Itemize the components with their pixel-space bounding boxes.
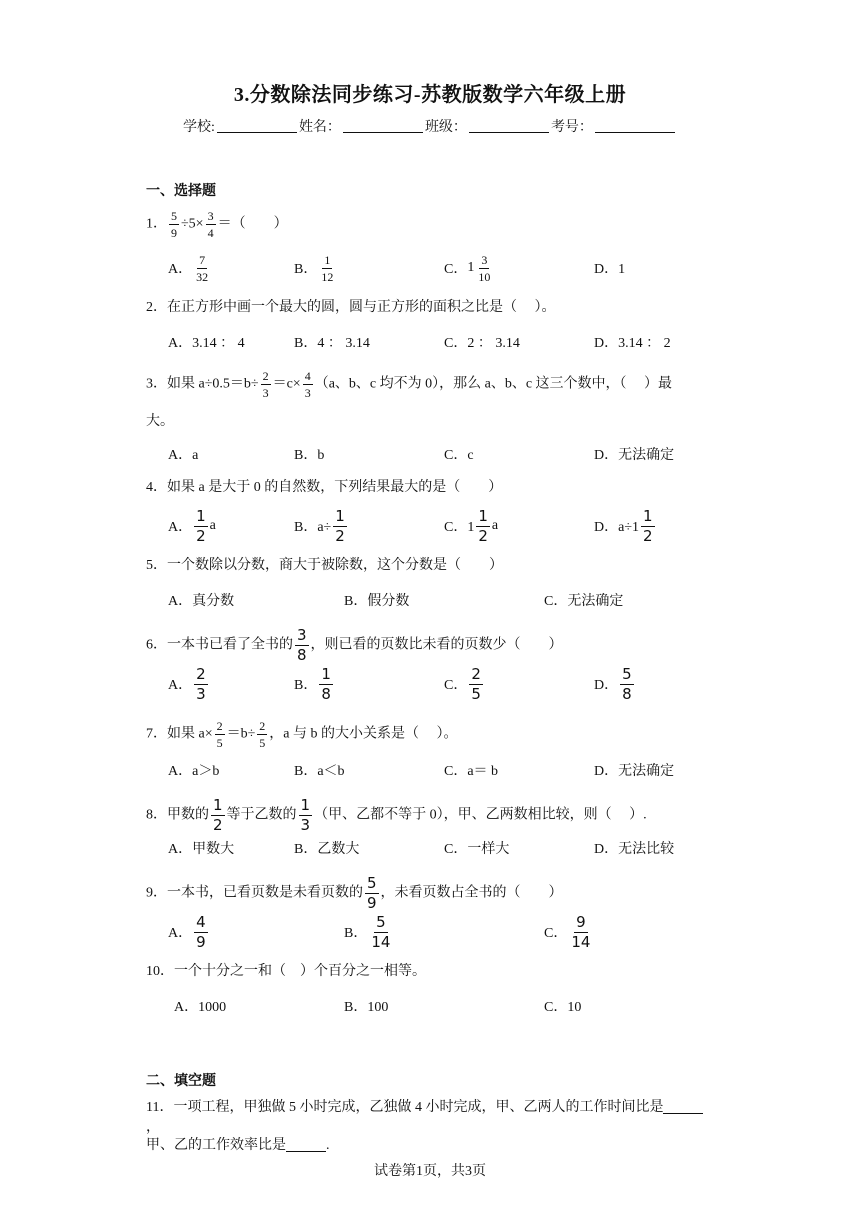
option-c[interactable]: C．a＝ b bbox=[444, 764, 499, 779]
class-field[interactable] bbox=[469, 118, 549, 133]
question-9: 9．一本书，已看页数是未看页数的 $\frac{5}{9}$ ，未看页数占全书的（ ） bbox=[146, 874, 563, 912]
page-title: 3.分数除法同步练习-苏教版数学六年级上册 bbox=[233, 84, 627, 106]
option-c[interactable]: C．10 bbox=[544, 1000, 582, 1015]
option-d[interactable]: D．无法确定 bbox=[594, 448, 675, 463]
question-5: 5．一个数除以分数，商大于被除数，这个分数是（ ） bbox=[146, 558, 503, 573]
exam-no-field[interactable] bbox=[595, 118, 675, 133]
question-7: 7．如果 a× $\frac{2}{5}$ ＝b÷ $\frac{2}{5}$ ，a 与 b 的大小关系是（ ）。 bbox=[146, 719, 458, 750]
option-c[interactable]: C．无法确定 bbox=[544, 594, 624, 609]
answer-blank[interactable] bbox=[286, 1137, 326, 1152]
option-a[interactable]: A． $\frac{4}{9}$ bbox=[168, 912, 206, 951]
name-field[interactable] bbox=[343, 118, 423, 133]
student-info-line bbox=[0, 116, 860, 136]
option-d[interactable]: D．无法确定 bbox=[594, 764, 675, 779]
option-b[interactable]: B．a÷ $\frac{1}{2}$ bbox=[294, 506, 345, 545]
answer-blank[interactable] bbox=[663, 1099, 703, 1114]
question-3: 3．如果 a÷0.5＝b÷ $\frac{2}{3}$ ＝c× $\frac{4}{3}$ （a、b、c 均不为 0），那么 a、b、c 这三个数中，（ ）最 bbox=[146, 369, 673, 400]
question-2: 2．在正方形中画一个最大的圆，圆与正方形的面积之比是（ ）。 bbox=[146, 300, 556, 315]
page-footer: 试卷第1页，共3页 bbox=[374, 1164, 486, 1179]
option-b[interactable]: B． $\frac{1}{8}$ bbox=[294, 664, 331, 703]
option-c[interactable]: C． $\frac{2}{5}$ bbox=[444, 664, 481, 703]
question-8: 8．甲数的 $\frac{1}{2}$ 等于乙数的 $\frac{1}{3}$ （甲、乙都不等于 0），甲、乙两数相比较，则（ ）. bbox=[146, 796, 647, 834]
school-label: 学校: bbox=[183, 120, 215, 135]
option-b[interactable]: B．乙数大 bbox=[294, 842, 360, 857]
option-b[interactable]: B．4 ： 3.14 bbox=[294, 336, 370, 351]
option-d[interactable]: D．a÷1 $\frac{1}{2}$ bbox=[594, 506, 653, 545]
option-a[interactable]: A．甲数大 bbox=[168, 842, 235, 857]
option-a[interactable]: A． $\frac{7}{32}$ bbox=[168, 252, 209, 284]
question-4: 4．如果 a 是大于 0 的自然数，下列结果最大的是（ ） bbox=[146, 480, 503, 495]
question-7-options bbox=[168, 752, 728, 788]
option-c[interactable]: C． 1 $\frac{3}{10}$ bbox=[444, 252, 491, 284]
option-d[interactable]: D．3.14 ： 2 bbox=[594, 336, 671, 351]
option-c[interactable]: C．一样大 bbox=[444, 842, 510, 857]
option-d[interactable]: D．1 bbox=[594, 262, 626, 277]
question-3-continued: 大。 bbox=[146, 414, 174, 429]
section-heading-fill-in: 二、填空题 bbox=[146, 1074, 216, 1089]
class-label: 班级： bbox=[424, 120, 467, 135]
option-c[interactable]: C．1 $\frac{1}{2}$ a bbox=[444, 506, 499, 545]
question-10-options bbox=[168, 988, 728, 1024]
question-11: 11．一项工程，甲独做 5 小时完成，乙独做 4 小时完成，甲、乙两人的工作时间比是， bbox=[146, 1098, 716, 1138]
question-4-options bbox=[168, 508, 728, 544]
option-b[interactable]: B． $\frac{1}{12}$ bbox=[294, 252, 334, 284]
question-1: 1． $\frac{5}{9}$ ÷5× $\frac{3}{4}$ ＝（ ） bbox=[146, 209, 288, 240]
option-a[interactable]: A．真分数 bbox=[168, 594, 235, 609]
option-c[interactable]: C． $\frac{9}{14}$ bbox=[544, 912, 591, 951]
option-a[interactable]: A． $\frac{1}{2}$ a bbox=[168, 506, 216, 545]
option-b[interactable]: B．a＜b bbox=[294, 764, 345, 779]
option-b[interactable]: B．假分数 bbox=[344, 594, 410, 609]
name-label: 姓名： bbox=[298, 120, 341, 135]
option-d[interactable]: D．无法比较 bbox=[594, 842, 675, 857]
option-b[interactable]: B．b bbox=[294, 448, 325, 463]
option-a[interactable]: A．a＞b bbox=[168, 764, 220, 779]
option-a[interactable]: A． $\frac{2}{3}$ bbox=[168, 664, 206, 703]
question-9-options bbox=[168, 914, 728, 950]
option-b[interactable]: B． $\frac{5}{14}$ bbox=[344, 912, 391, 951]
question-3-options bbox=[168, 436, 728, 472]
option-a[interactable]: A．1000 bbox=[174, 1000, 227, 1015]
option-d[interactable]: D． $\frac{5}{8}$ bbox=[594, 664, 632, 703]
option-a[interactable]: A．3.14 ： 4 bbox=[168, 336, 245, 351]
exam-no-label: 考号： bbox=[550, 120, 593, 135]
option-a[interactable]: A．a bbox=[168, 448, 199, 463]
question-1-options bbox=[168, 250, 728, 286]
school-field[interactable] bbox=[217, 118, 297, 133]
option-c[interactable]: C．2 ： 3.14 bbox=[444, 336, 520, 351]
option-c[interactable]: C．c bbox=[444, 448, 474, 463]
question-6: 6．一本书已看了全书的 $\frac{3}{8}$ ，则已看的页数比未看的页数少（ ） bbox=[146, 626, 563, 664]
question-8-options bbox=[168, 830, 728, 866]
question-5-options bbox=[168, 582, 728, 618]
question-11-continued: 甲、乙的工作效率比是 . bbox=[146, 1138, 330, 1153]
question-10: 10．一个十分之一和（ ）个百分之一相等。 bbox=[146, 964, 426, 979]
option-b[interactable]: B．100 bbox=[344, 1000, 389, 1015]
question-6-options bbox=[168, 666, 728, 702]
question-2-options bbox=[168, 324, 728, 360]
section-heading-choice: 一、选择题 bbox=[146, 184, 216, 199]
fraction: $\frac{5}{9}$ bbox=[171, 209, 177, 240]
fraction: $\frac{3}{4}$ bbox=[207, 209, 214, 240]
